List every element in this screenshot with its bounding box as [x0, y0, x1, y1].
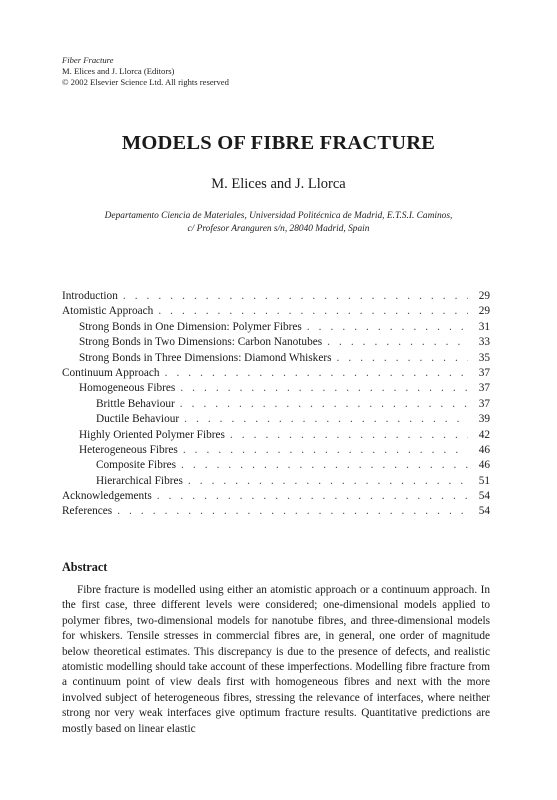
toc-entry-page: 33 — [478, 336, 490, 349]
toc-entry-page: 39 — [478, 413, 490, 426]
toc-entry-label: Heterogeneous Fibres — [79, 443, 178, 456]
toc-entry — [62, 367, 490, 382]
toc-entry-label: Composite Fibres — [96, 459, 177, 472]
chapter-title: MODELS OF FIBRE FRACTURE — [121, 132, 436, 154]
toc-entry-page: 29 — [478, 305, 490, 318]
toc-entry-page: 42 — [478, 428, 490, 441]
abstract-text: Fibre fracture is modelled using either an atomistic approach or a continuum approach. In the first case, three different levels were considered; one-dimensional models applied to polymer fibres, two-dimensional models for nanotube fibres, and three-dimensional models for whiskers. Tensile stresses in commercial fibres are, in general, one order of magnitude below theoretical estimates. This discrepancy is due to the presence of defects, and realistic atomistic modelling should take account of these imperfections. Modelling fibre fracture from a continuum point of view deals first with homogeneous fibres and next with the more involved subject of heterogeneous fibres, stressing the relevance of interfaces, where neither strong nor very weak interfaces give optimum fracture results. Quantitative predictions are mostly based on linear elastic — [62, 584, 490, 735]
toc-entry — [62, 429, 490, 444]
table-of-contents — [62, 290, 490, 521]
toc-entry-page: 31 — [478, 320, 490, 333]
toc-entry-page: 37 — [478, 382, 490, 395]
toc-leader-dots — [175, 382, 468, 394]
journal-title: Fiber Fracture — [62, 55, 114, 65]
copyright-line: © 2002 Elsevier Science Ltd. All rights reserved — [62, 77, 229, 87]
affiliation-line-1: Departamento Ciencia de Materiales, Universidad Politécnica de Madrid, E.T.S.I. Caminos, — [104, 211, 453, 221]
toc-entry-label: Strong Bonds in Two Dimensions: Carbon Nanotubes — [79, 336, 323, 349]
toc-leader-dots — [322, 336, 468, 348]
book-header — [62, 55, 229, 88]
toc-leader-dots — [179, 413, 468, 425]
toc-entry — [62, 382, 490, 397]
toc-entry-label: Brittle Behaviour — [96, 397, 175, 410]
toc-entry-page: 37 — [478, 366, 490, 379]
toc-entry — [62, 459, 490, 474]
toc-entry — [62, 490, 490, 505]
toc-entry-label: Atomistic Approach — [62, 305, 154, 318]
toc-entry-label: Ductile Behaviour — [96, 413, 180, 426]
toc-leader-dots — [332, 352, 469, 364]
toc-entry-page: 46 — [478, 459, 490, 472]
toc-leader-dots — [153, 305, 468, 317]
abstract-heading: Abstract — [62, 560, 108, 574]
toc-entry — [62, 413, 490, 428]
toc-entry-page: 35 — [478, 351, 490, 364]
toc-entry-label: Strong Bonds in One Dimension: Polymer Fibres — [79, 320, 302, 333]
toc-entry-label: References — [62, 505, 113, 518]
toc-entry-page: 37 — [478, 397, 490, 410]
toc-entry — [62, 505, 490, 520]
toc-leader-dots — [302, 321, 468, 333]
toc-entry-label: Strong Bonds in Three Dimensions: Diamond Whiskers — [79, 351, 332, 364]
toc-entry — [62, 305, 490, 320]
authors: M. Elices and J. Llorca — [211, 176, 346, 192]
toc-entry — [62, 398, 490, 413]
toc-entry-label: Homogeneous Fibres — [79, 382, 176, 395]
toc-entry-page: 54 — [478, 490, 490, 503]
toc-entry-label: Hierarchical Fibres — [96, 474, 183, 487]
toc-entry-label: Introduction — [62, 290, 118, 302]
toc-entry — [62, 444, 490, 459]
toc-leader-dots — [152, 490, 468, 502]
toc-leader-dots — [183, 475, 468, 487]
toc-entry-page: 29 — [478, 290, 490, 302]
toc-entry — [62, 321, 490, 336]
toc-leader-dots — [176, 459, 468, 471]
toc-leader-dots — [112, 505, 468, 517]
toc-leader-dots — [160, 367, 468, 379]
toc-entry-page: 51 — [478, 474, 490, 487]
toc-entry-label: Continuum Approach — [62, 366, 160, 379]
toc-leader-dots — [178, 444, 468, 456]
toc-leader-dots — [225, 429, 468, 441]
toc-entry — [62, 290, 490, 305]
toc-entry — [62, 352, 490, 367]
toc-entry-page: 46 — [478, 443, 490, 456]
editors-line: M. Elices and J. Llorca (Editors) — [62, 66, 175, 76]
toc-entry — [62, 336, 490, 351]
toc-leader-dots — [175, 398, 468, 410]
affiliation-line-2: c/ Profesor Aranguren s/n, 28040 Madrid, Spain — [187, 223, 370, 234]
toc-entry-label: Acknowledgements — [62, 490, 152, 503]
affiliation — [0, 210, 557, 235]
toc-entry — [62, 475, 490, 490]
toc-entry-page: 54 — [478, 505, 490, 518]
toc-leader-dots — [118, 290, 468, 302]
toc-entry-label: Highly Oriented Polymer Fibres — [79, 428, 225, 441]
